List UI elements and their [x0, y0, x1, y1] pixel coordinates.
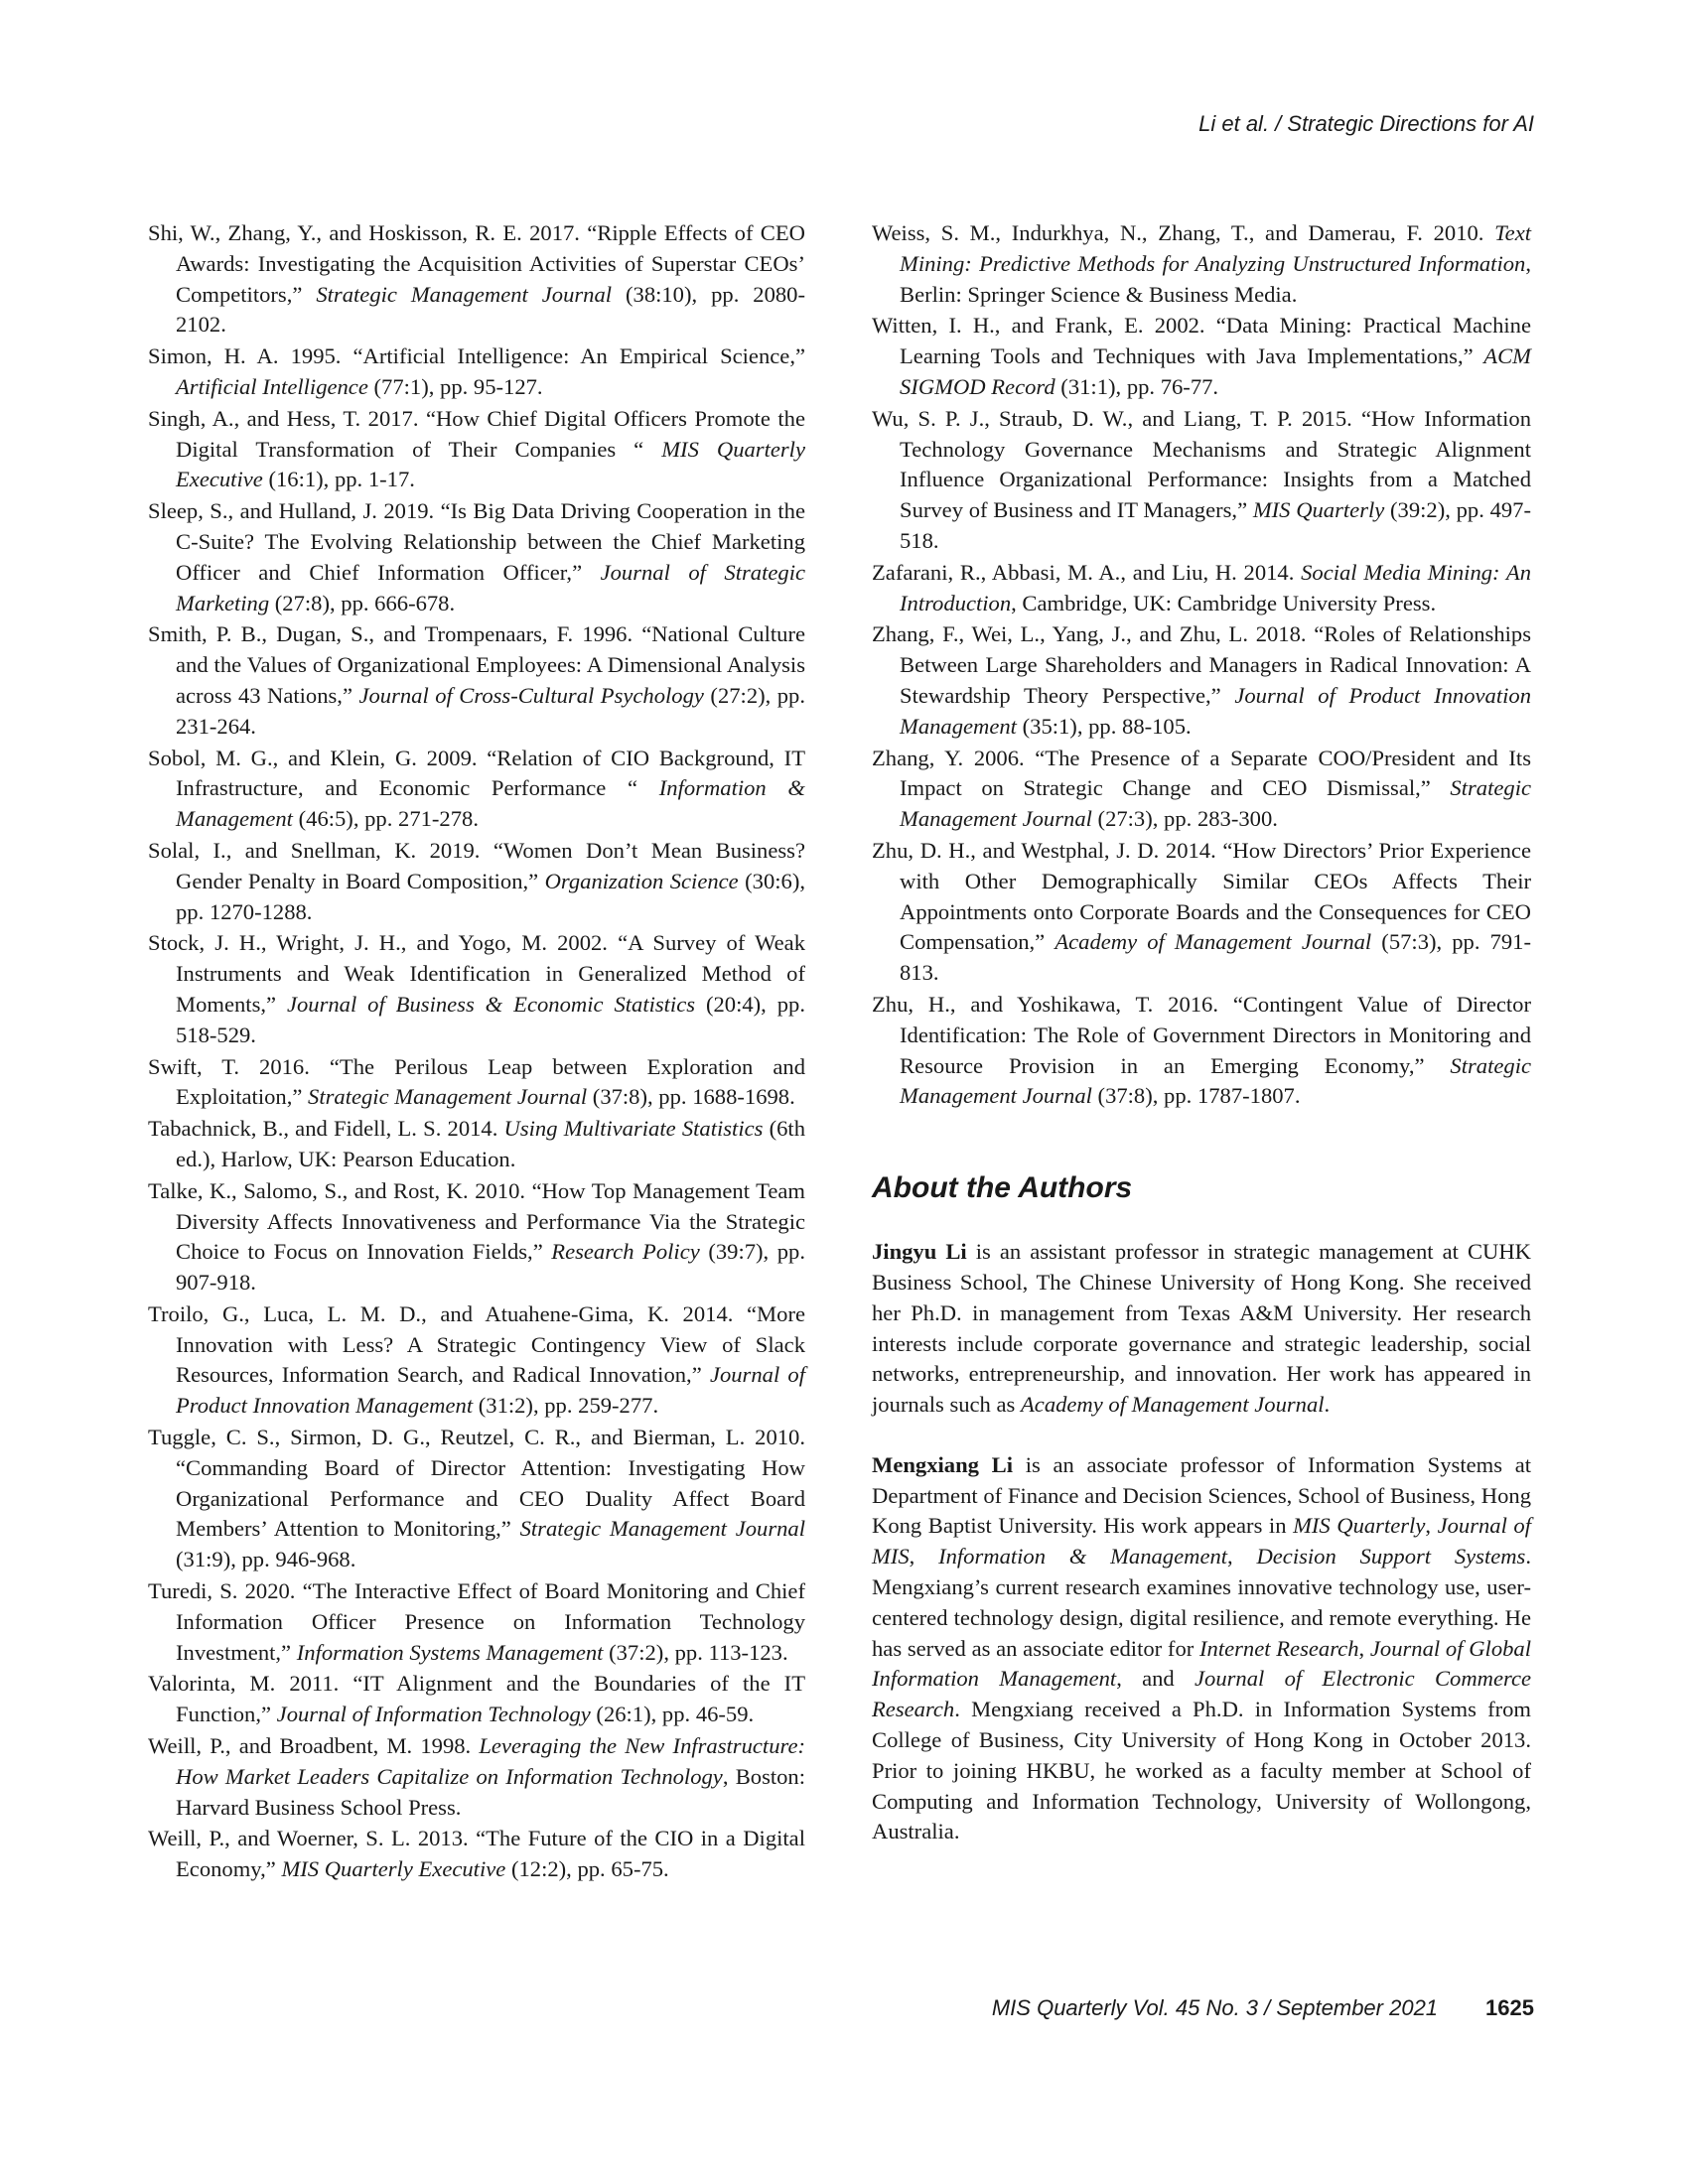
- reference-item: Solal, I., and Snellman, K. 2019. “Women Don’t Mean Business? Gender Penalty in Board Composition,” Organization Science (30:6), pp. 1270-1288.: [148, 837, 805, 924]
- author-name: Jingyu Li: [872, 1239, 967, 1265]
- right-column: [872, 218, 1531, 1877]
- reference-item: Weiss, S. M., Indurkhya, N., Zhang, T., and Damerau, F. 2010. Text Mining: Predictive Methods for Analyzing Unstructured Information, Berlin: Springer Science & Business Media.: [872, 220, 1531, 307]
- references-left-column: [148, 218, 805, 1886]
- reference-item: Zhang, Y. 2006. “The Presence of a Separate COO/President and Its Impact on Strategic Change and CEO Dismissal,” Strategic Management Journal (27:3), pp. 283-300.: [872, 745, 1531, 832]
- reference-item: Zafarani, R., Abbasi, M. A., and Liu, H. 2014. Social Media Mining: An Introduction, Cambridge, UK: Cambridge University Press.: [872, 559, 1531, 615]
- reference-item: Smith, P. B., Dugan, S., and Trompenaars, F. 1996. “National Culture and the Values of Organizational Employees: A Dimensional Analysis across 43 Nations,” Journal of Cross-Cultural Psychology (27:2), pp. 231-264.: [148, 621, 806, 739]
- reference-item: Troilo, G., Luca, L. M. D., and Atuahene-Gima, K. 2014. “More Innovation with Less? A Strategic Contingency View of Slack Resources, Information Search, and Radical Innovation,” Journal of Product Innovation Management (31:2), pp. 259-277.: [148, 1300, 805, 1419]
- reference-item: Tuggle, C. S., Sirmon, D. G., Reutzel, C. R., and Bierman, L. 2010. “Commanding Board of Director Attention: Investigating How Organizational Performance and CEO Duality Affect Board Members’ Attention to Monitoring,” Strategic Management Journal (31:9), pp. 946-968.: [148, 1425, 805, 1572]
- reference-item: Tabachnick, B., and Fidell, L. S. 2014. Using Multivariate Statistics (6th ed.), Harlow, UK: Pearson Education.: [148, 1116, 805, 1171]
- reference-item: Turedi, S. 2020. “The Interactive Effect of Board Monitoring and Chief Information Officer Presence on Information Technology Investment,” Information Systems Management (37:2), pp. 113-123.: [148, 1578, 805, 1665]
- running-head: Li et al. / Strategic Directions for AI: [1198, 111, 1534, 136]
- reference-item: Stock, J. H., Wright, J. H., and Yogo, M. 2002. “A Survey of Weak Instruments and Weak Identification in Generalized Method of Moments,” Journal of Business & Economic Statistics (20:4), pp. 518-529.: [148, 930, 806, 1047]
- reference-item: Talke, K., Salomo, S., and Rost, K. 2010. “How Top Management Team Diversity Affects Innovativeness and Performance Via the Strategic Choice to Focus on Innovation Fields,” Research Policy (39:7), pp. 907-918.: [148, 1177, 805, 1296]
- reference-item: Zhu, H., and Yoshikawa, T. 2016. “Contingent Value of Director Identification: The Role of Government Directors in Monitoring and Resource Provision in an Emerging Economy,” Strategic Management Journal (37:8), pp. 1787-1807.: [872, 991, 1531, 1109]
- reference-item: Valorinta, M. 2011. “IT Alignment and the Boundaries of the IT Function,” Journal of Information Technology (26:1), pp. 46-59.: [148, 1671, 805, 1727]
- reference-item: Shi, W., Zhang, Y., and Hoskisson, R. E. 2017. “Ripple Effects of CEO Awards: Investigating the Acquisition Activities of Superstar CEOs’ Competitors,” Strategic Management Journal (38:10), pp. 2080-2102.: [148, 220, 805, 338]
- about-authors-heading: About the Authors: [872, 1171, 1133, 1205]
- author-name: Mengxiang Li: [872, 1451, 1013, 1477]
- reference-item: Witten, I. H., and Frank, E. 2002. “Data Mining: Practical Machine Learning Tools and Techniques with Java Implementations,” ACM SIGMOD Record (31:1), pp. 76-77.: [872, 313, 1531, 399]
- reference-item: Sobol, M. G., and Klein, G. 2009. “Relation of CIO Background, IT Infrastructure, and Economic Performance “ Information & Management (46:5), pp. 271-278.: [148, 745, 806, 832]
- author-bio-jingyu-li: Jingyu Li is an assistant professor in strategic management at CUHK Business School, The Chinese University of Hong Kong. She received her Ph.D. in management from Texas A&M University. Her research interests include corporate governance and strategic leadership, social networks, entrepreneurship, and innovation. Her work has appeared in journals such as Academy of Management Journal.: [872, 1239, 1532, 1418]
- page-footer: [992, 1995, 1534, 2021]
- reference-item: Sleep, S., and Hulland, J. 2019. “Is Big Data Driving Cooperation in the C-Suite? The Evolving Relationship between the Chief Marketing Officer and Chief Information Officer,” Journal of Strategic Marketing (27:8), pp. 666-678.: [148, 498, 806, 615]
- reference-item: Wu, S. P. J., Straub, D. W., and Liang, T. P. 2015. “How Information Technology Governance Mechanisms and Strategic Alignment Influence Organizational Performance: Insights from a Matched Survey of Business and IT Managers,” MIS Quarterly (39:2), pp. 497-518.: [872, 405, 1532, 553]
- page-number: 1625: [1485, 1995, 1534, 2020]
- reference-item: Singh, A., and Hess, T. 2017. “How Chief Digital Officers Promote the Digital Transformation of Their Companies “ MIS Quarterly Executive (16:1), pp. 1-17.: [148, 405, 805, 492]
- author-bio-mengxiang-li: Mengxiang Li is an associate professor of Information Systems at Department of Finance and Decision Sciences, School of Business, Hong Kong Baptist University. His work appears in MIS Quarterly, Journal of MIS, Information & Management, Decision Support Systems. Mengxiang’s current research examines innovative technology use, user-centered technology design, digital resilience, and remote everything. He has served as an associate editor for Internet Research, Journal of Global Information Management, and Journal of Electronic Commerce Research. Mengxiang received a Ph.D. in Information Systems from College of Business, City University of Hong Kong in October 2013. Prior to joining HKBU, he worked as a faculty member at School of Computing and Information Technology, University of Wollongong, Australia.: [872, 1451, 1532, 1844]
- reference-item: Weill, P., and Woerner, S. L. 2013. “The Future of the CIO in a Digital Economy,” MIS Quarterly Executive (12:2), pp. 65-75.: [148, 1826, 805, 1882]
- footer-journal-line: MIS Quarterly Vol. 45 No. 3 / September 2021: [991, 1995, 1439, 2020]
- reference-item: Zhu, D. H., and Westphal, J. D. 2014. “How Directors’ Prior Experience with Other Demographically Similar CEOs Affects Their Appointments onto Corporate Boards and the Consequences for CEO Compensation,” Academy of Management Journal (57:3), pp. 791-813.: [872, 837, 1532, 986]
- reference-item: Weill, P., and Broadbent, M. 1998. Leveraging the New Infrastructure: How Market Leaders Capitalize on Information Technology, Boston: Harvard Business School Press.: [148, 1733, 806, 1820]
- reference-item: Swift, T. 2016. “The Perilous Leap between Exploration and Exploitation,” Strategic Management Journal (37:8), pp. 1688-1698.: [148, 1053, 805, 1110]
- reference-item: Zhang, F., Wei, L., Yang, J., and Zhu, L. 2018. “Roles of Relationships Between Large Shareholders and Managers in Radical Innovation: A Stewardship Theory Perspective,” Journal of Product Innovation Management (35:1), pp. 88-105.: [872, 621, 1531, 739]
- reference-item: Simon, H. A. 1995. “Artificial Intelligence: An Empirical Science,” Artificial Intelligence (77:1), pp. 95-127.: [148, 343, 805, 399]
